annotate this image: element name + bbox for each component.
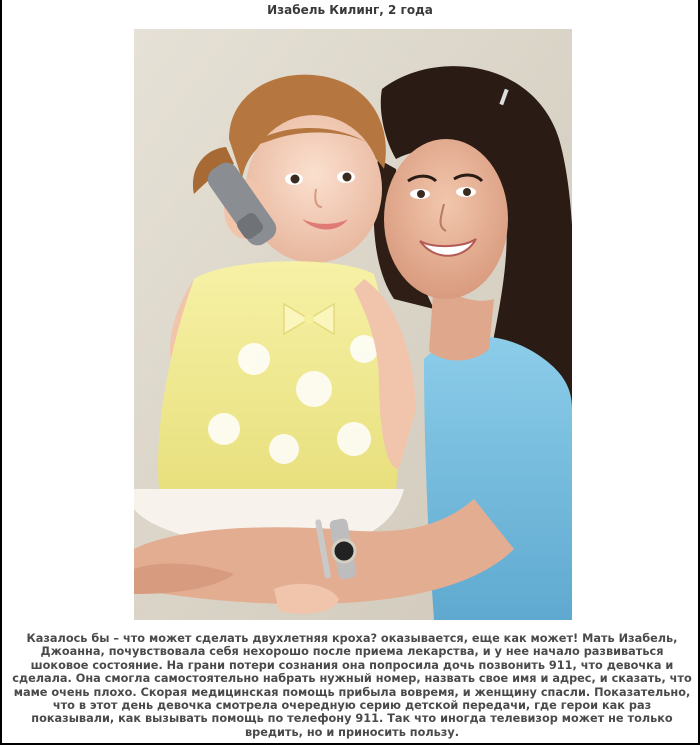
article-photo — [134, 29, 572, 620]
article-caption: Казалось бы – что может сделать двухлетняя кроха? оказывается, еще как может! Мать Изабель, Джоанна, почувствовала себя нехорошо после приема лекарства, и у нее начало развиваться шоковое состояние. На грани потери сознания она попросила дочь позвонить 911, что девочка и сделала. Она смогла самостоятельно набрать нужный номер, назвать свое имя и адрес, и сказать, что маме очень плохо. Скорая медицинская помощь прибыла вовремя, и женщину спасли. Показательно, что в этот день девочка смотрела очередную серию детской передачи, где герои как раз показывали, как вызывать помощь по телефону 911. Так что иногда телевизор может не только вредить, но и приносить пользу. — [12, 632, 692, 739]
article-title: Изабель Килинг, 2 года — [267, 3, 433, 17]
mother-face — [384, 139, 508, 299]
